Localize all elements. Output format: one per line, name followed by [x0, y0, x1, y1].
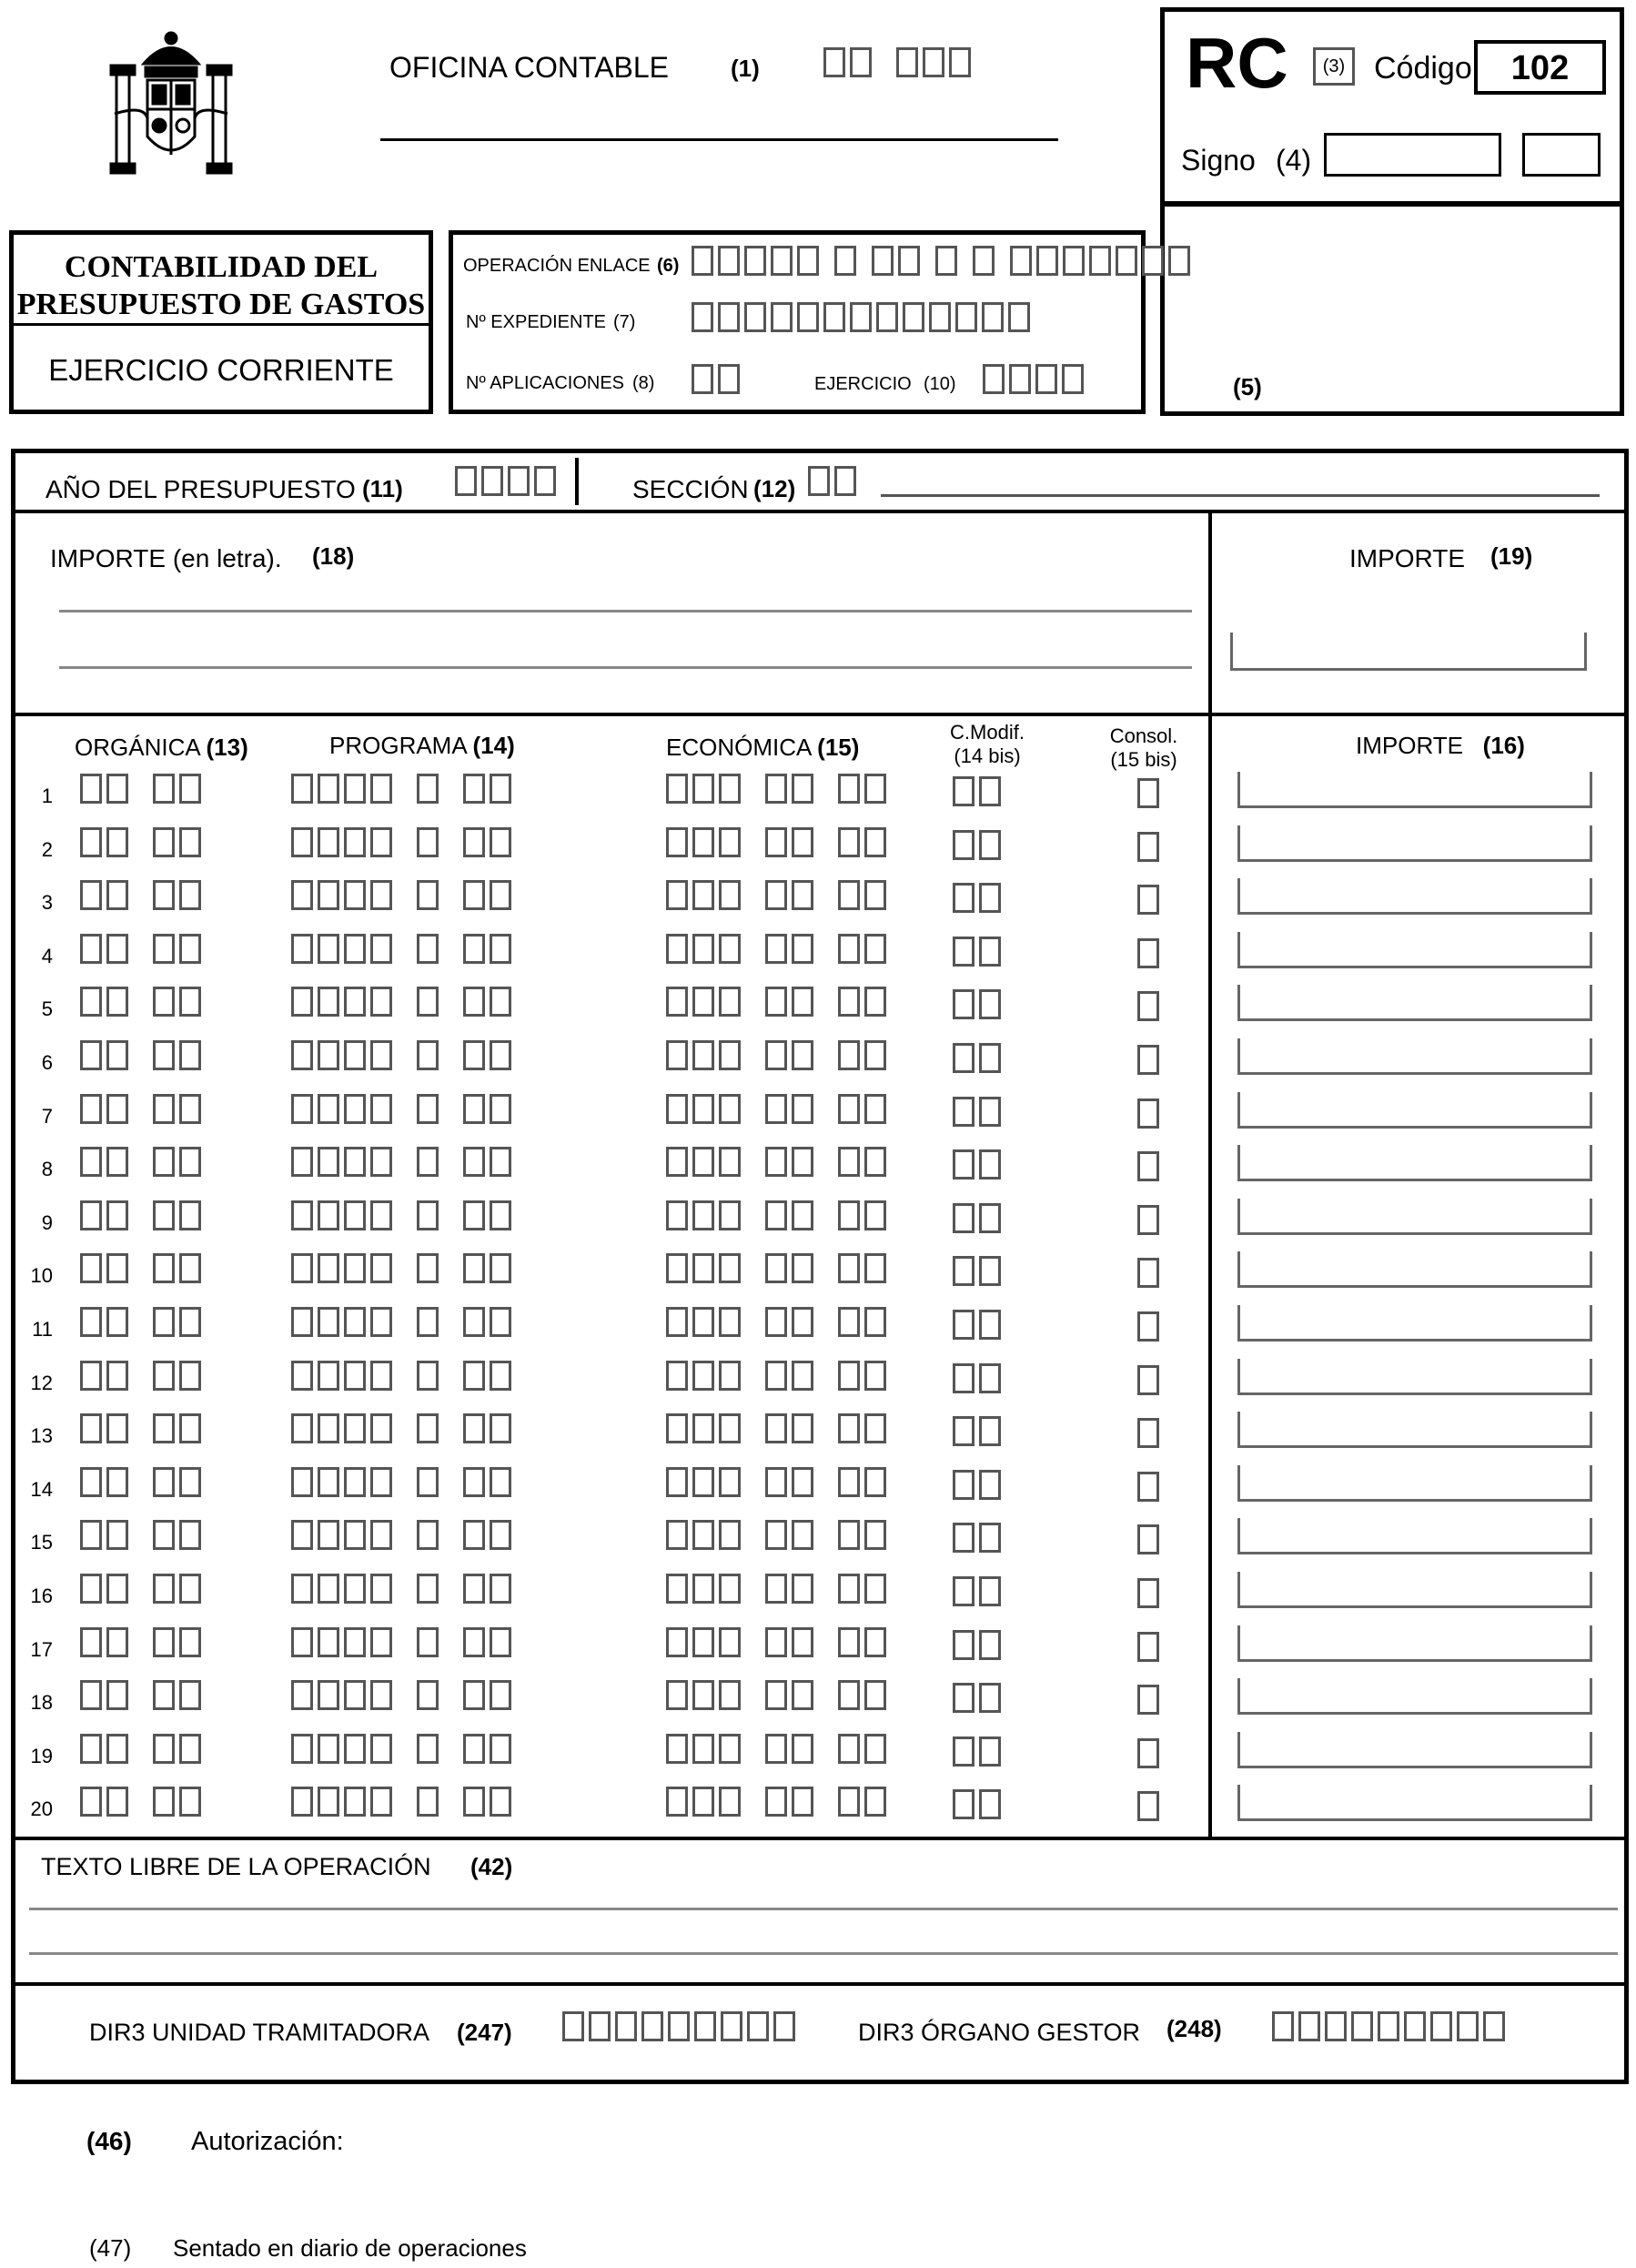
box-5-ref: (5)	[1233, 373, 1262, 400]
divider-above-dir3	[15, 1982, 1625, 1986]
importe-16-field[interactable]	[1237, 1465, 1592, 1502]
consol-cell[interactable]	[1137, 991, 1184, 1021]
row-number: 4	[41, 945, 53, 967]
importe-letra-line-2[interactable]	[59, 666, 1192, 669]
divider-below-anio	[15, 510, 1625, 513]
cmodif-cells[interactable]	[953, 1630, 1025, 1660]
economica-cells[interactable]	[666, 1200, 911, 1230]
divider-above-texto-libre	[15, 1837, 1625, 1840]
importe-16-field[interactable]	[1237, 1678, 1592, 1715]
organica-cells[interactable]	[80, 1413, 226, 1443]
signo-label: Signo	[1181, 144, 1256, 177]
programa-cells[interactable]	[291, 1361, 536, 1391]
row-number: 10	[30, 1264, 53, 1287]
dir3-organo-ref: (248)	[1166, 2015, 1222, 2042]
economica-cells[interactable]	[666, 880, 911, 910]
organica-cells[interactable]	[80, 827, 226, 857]
cmodif-cells[interactable]	[953, 1097, 1025, 1127]
cmodif-cells[interactable]	[953, 830, 1025, 860]
cmodif-cells[interactable]	[953, 1576, 1025, 1606]
codigo-label: Código	[1374, 51, 1472, 86]
coat-of-arms-emblem	[107, 27, 235, 182]
ejercicio-corriente: EJERCICIO CORRIENTE	[48, 353, 394, 387]
organica-cells[interactable]	[80, 987, 226, 1017]
importe-19-label: IMPORTE	[1349, 544, 1466, 572]
importe-16-field[interactable]	[1237, 878, 1592, 915]
col-organica: ORGÁNICA (13)	[75, 734, 248, 761]
cmodif-cells[interactable]	[953, 1683, 1025, 1713]
col-consol: Consol. (15 bis)	[1109, 724, 1178, 771]
importe-16-field[interactable]	[1237, 825, 1592, 862]
cmodif-cells[interactable]	[953, 1416, 1025, 1446]
programa-cells[interactable]	[291, 1680, 536, 1710]
sentado-ref: (47)	[89, 2234, 132, 2262]
title-divider	[13, 323, 429, 326]
col-cmodif: C.Modif. (14 bis)	[950, 721, 1025, 767]
programa-cells[interactable]	[291, 1520, 536, 1550]
organica-cells[interactable]	[80, 1361, 226, 1391]
seccion-cells[interactable]	[808, 466, 881, 496]
organica-cells[interactable]	[80, 774, 226, 804]
programa-cells[interactable]	[291, 774, 536, 804]
consol-cell[interactable]	[1137, 1045, 1184, 1075]
consol-cell[interactable]	[1137, 1632, 1184, 1662]
consol-cell[interactable]	[1137, 1205, 1184, 1235]
enlace-label: OPERACIÓN ENLACE	[463, 256, 651, 276]
cmodif-cells[interactable]	[953, 1310, 1025, 1340]
organica-cells[interactable]	[80, 880, 226, 910]
economica-cells[interactable]	[666, 1040, 911, 1070]
row-number: 5	[41, 997, 53, 1020]
texto-libre-line-2[interactable]	[29, 1952, 1618, 1955]
cmodif-cells[interactable]	[953, 1256, 1025, 1286]
row-number: 18	[30, 1691, 53, 1714]
title-line-2: PRESUPUESTO DE GASTOS	[16, 288, 426, 321]
organica-cells[interactable]	[80, 1520, 226, 1550]
organica-cells[interactable]	[80, 1680, 226, 1710]
programa-cells[interactable]	[291, 880, 536, 910]
importe-16-field[interactable]	[1237, 1145, 1592, 1181]
row-number: 2	[41, 838, 53, 861]
importe-column-divider	[1208, 510, 1212, 1838]
row-number: 15	[30, 1531, 53, 1554]
col-economica: ECONÓMICA (15)	[666, 734, 860, 761]
autorizacion-ref: (46)	[86, 2127, 132, 2155]
consol-cell[interactable]	[1137, 1738, 1184, 1768]
programa-cells[interactable]	[291, 827, 536, 857]
cmodif-cells[interactable]	[953, 1043, 1025, 1073]
box-5[interactable]	[1160, 202, 1624, 416]
organica-cells[interactable]	[80, 1094, 226, 1124]
aplicaciones-ref: (8)	[632, 373, 655, 393]
col-importe: IMPORTE (16)	[1356, 732, 1525, 759]
oficina-contable-label: OFICINA CONTABLE	[389, 51, 670, 84]
texto-libre-ref: (42)	[470, 1853, 513, 1880]
importe-letra-ref: (18)	[312, 542, 355, 570]
consol-cell[interactable]	[1137, 1418, 1184, 1448]
importe-16-field[interactable]	[1237, 1359, 1592, 1395]
anio-cells[interactable]	[455, 466, 581, 496]
programa-cells[interactable]	[291, 1413, 536, 1443]
importe-16-field[interactable]	[1237, 1199, 1592, 1235]
economica-cells[interactable]	[666, 1627, 911, 1657]
importe-16-field[interactable]	[1237, 1518, 1592, 1554]
organica-cells[interactable]	[80, 1627, 226, 1657]
organica-cells[interactable]	[80, 1307, 226, 1337]
cmodif-cells[interactable]	[953, 1523, 1025, 1553]
seccion-name-line[interactable]	[881, 494, 1600, 497]
consol-cell[interactable]	[1137, 885, 1184, 915]
consol-cell[interactable]	[1137, 1151, 1184, 1181]
expediente-ref: (7)	[613, 312, 636, 332]
importe-16-field[interactable]	[1237, 1732, 1592, 1768]
row-number: 6	[41, 1051, 53, 1074]
importe-19-field[interactable]	[1230, 633, 1587, 671]
codigo-value: 102	[1474, 40, 1606, 95]
cmodif-cells[interactable]	[953, 776, 1025, 806]
enlace-ref: (6)	[657, 256, 680, 276]
row-number: 11	[32, 1318, 53, 1341]
organica-cells[interactable]	[80, 1253, 226, 1283]
texto-libre-line-1[interactable]	[29, 1908, 1618, 1910]
cmodif-cells[interactable]	[953, 1470, 1025, 1500]
dir3-organo-label: DIR3 ÓRGANO GESTOR	[858, 2019, 1141, 2046]
signo-field-2[interactable]	[1522, 133, 1601, 177]
consol-cell[interactable]	[1137, 1578, 1184, 1608]
consol-cell[interactable]	[1137, 1791, 1184, 1821]
economica-cells[interactable]	[666, 1520, 911, 1550]
consol-cell[interactable]	[1137, 1258, 1184, 1288]
aplicaciones-cells[interactable]	[692, 364, 764, 394]
row-number: 16	[30, 1585, 53, 1607]
programa-cells[interactable]	[291, 1787, 536, 1817]
rc-label: RC	[1186, 23, 1288, 103]
importe-letra-line-1[interactable]	[59, 610, 1192, 613]
row-number: 17	[30, 1638, 53, 1661]
economica-cells[interactable]	[666, 934, 911, 964]
cmodif-cells[interactable]	[953, 883, 1025, 913]
consol-cell[interactable]	[1137, 938, 1184, 968]
ejercicio-label: EJERCICIO	[814, 374, 912, 394]
economica-cells[interactable]	[666, 1734, 911, 1764]
importe-16-field[interactable]	[1237, 1625, 1592, 1662]
organica-cells[interactable]	[80, 1040, 226, 1070]
cmodif-cells[interactable]	[953, 1789, 1025, 1819]
anio-seccion-divider	[575, 458, 579, 505]
economica-cells[interactable]	[666, 1361, 911, 1391]
oficina-underline	[380, 138, 1058, 141]
programa-cells[interactable]	[291, 1040, 536, 1070]
row-number: 14	[30, 1478, 53, 1501]
importe-16-field[interactable]	[1237, 985, 1592, 1021]
row-number: 3	[41, 891, 53, 914]
sentado-label: Sentado en diario de operaciones	[173, 2234, 527, 2262]
economica-cells[interactable]	[666, 774, 911, 804]
consol-cell[interactable]	[1137, 1311, 1184, 1342]
importe-19-ref: (19)	[1490, 542, 1533, 570]
row-number: 13	[30, 1424, 53, 1447]
signo-ref: (4)	[1276, 144, 1312, 177]
aplicaciones-label: Nº APLICACIONES	[466, 373, 625, 393]
col-programa: PROGRAMA (14)	[329, 732, 515, 759]
consol-cell[interactable]	[1137, 778, 1184, 808]
programa-cells[interactable]	[291, 1094, 536, 1124]
texto-libre-label: TEXTO LIBRE DE LA OPERACIÓN	[41, 1853, 431, 1880]
economica-cells[interactable]	[666, 1253, 911, 1283]
dir3-organo-cells[interactable]	[1272, 2011, 1530, 2041]
divider-above-columns	[15, 713, 1625, 716]
economica-cells[interactable]	[666, 827, 911, 857]
importe-16-field[interactable]	[1237, 1251, 1592, 1288]
ejercicio-ref: (10)	[924, 374, 956, 394]
consol-cell[interactable]	[1137, 1685, 1184, 1715]
row-number: 8	[41, 1158, 53, 1180]
anio-label: AÑO DEL PRESUPUESTO	[45, 475, 356, 503]
row-number: 19	[30, 1745, 53, 1767]
economica-cells[interactable]	[666, 1147, 911, 1177]
title-line-1: CONTABILIDAD DEL	[64, 250, 379, 284]
row-number: 12	[30, 1372, 53, 1394]
importe-16-field[interactable]	[1237, 1092, 1592, 1129]
cmodif-cells[interactable]	[953, 1203, 1025, 1233]
economica-cells[interactable]	[666, 1307, 911, 1337]
programa-cells[interactable]	[291, 1200, 536, 1230]
cmodif-cells[interactable]	[953, 1736, 1025, 1767]
cmodif-cells[interactable]	[953, 1363, 1025, 1393]
oficina-code-cells[interactable]	[823, 47, 995, 77]
importe-16-field[interactable]	[1237, 1785, 1592, 1821]
expediente-label: Nº EXPEDIENTE	[466, 312, 607, 332]
economica-cells[interactable]	[666, 1094, 911, 1124]
seccion-label: SECCIÓN	[632, 475, 749, 503]
autorizacion-label: Autorización:	[191, 2127, 344, 2156]
programa-cells[interactable]	[291, 1734, 536, 1764]
organica-cells[interactable]	[80, 934, 226, 964]
economica-cells[interactable]	[666, 1413, 911, 1443]
economica-cells[interactable]	[666, 1574, 911, 1604]
organica-cells[interactable]	[80, 1734, 226, 1764]
programa-cells[interactable]	[291, 987, 536, 1017]
importe-16-field[interactable]	[1237, 1572, 1592, 1608]
programa-cells[interactable]	[291, 1467, 536, 1497]
anio-ref: (11)	[362, 475, 403, 502]
cmodif-cells[interactable]	[953, 989, 1025, 1019]
economica-cells[interactable]	[666, 1467, 911, 1497]
importe-16-field[interactable]	[1237, 1412, 1592, 1448]
expediente-cells[interactable]	[692, 302, 1055, 332]
cmodif-cells[interactable]	[953, 937, 1025, 967]
dir3-unidad-label: DIR3 UNIDAD TRAMITADORA	[89, 2019, 430, 2046]
rc-ref-box: (3)	[1313, 47, 1355, 86]
consol-cell[interactable]	[1137, 1524, 1184, 1554]
programa-cells[interactable]	[291, 1307, 536, 1337]
oficina-ref: (1)	[731, 55, 760, 82]
consol-cell[interactable]	[1137, 1099, 1184, 1129]
importe-16-field[interactable]	[1237, 1038, 1592, 1075]
dir3-unidad-cells[interactable]	[562, 2011, 820, 2041]
ejercicio-cells[interactable]	[983, 364, 1108, 394]
importe-16-field[interactable]	[1237, 932, 1592, 968]
organica-cells[interactable]	[80, 1147, 226, 1177]
dir3-unidad-ref: (247)	[457, 2019, 512, 2046]
signo-field-1[interactable]	[1324, 133, 1501, 177]
consol-cell[interactable]	[1137, 1472, 1184, 1502]
importe-16-field[interactable]	[1237, 772, 1592, 808]
economica-cells[interactable]	[666, 1787, 911, 1817]
row-number: 20	[30, 1797, 53, 1820]
consol-cell[interactable]	[1137, 1365, 1184, 1395]
consol-cell[interactable]	[1137, 832, 1184, 862]
row-number: 9	[41, 1211, 53, 1234]
organica-cells[interactable]	[80, 1200, 226, 1230]
organica-cells[interactable]	[80, 1787, 226, 1817]
economica-cells[interactable]	[666, 1680, 911, 1710]
programa-cells[interactable]	[291, 1627, 536, 1657]
economica-cells[interactable]	[666, 987, 911, 1017]
programa-cells[interactable]	[291, 934, 536, 964]
organica-cells[interactable]	[80, 1467, 226, 1497]
row-number: 7	[41, 1105, 53, 1128]
programa-cells[interactable]	[291, 1574, 536, 1604]
importe-16-field[interactable]	[1237, 1305, 1592, 1342]
enlace-cells[interactable]	[692, 246, 1215, 276]
programa-cells[interactable]	[291, 1253, 536, 1283]
cmodif-cells[interactable]	[953, 1149, 1025, 1180]
programa-cells[interactable]	[291, 1147, 536, 1177]
row-number: 1	[41, 785, 53, 807]
organica-cells[interactable]	[80, 1574, 226, 1604]
seccion-ref: (12)	[753, 475, 796, 502]
importe-letra-label: IMPORTE (en letra).	[50, 544, 282, 572]
